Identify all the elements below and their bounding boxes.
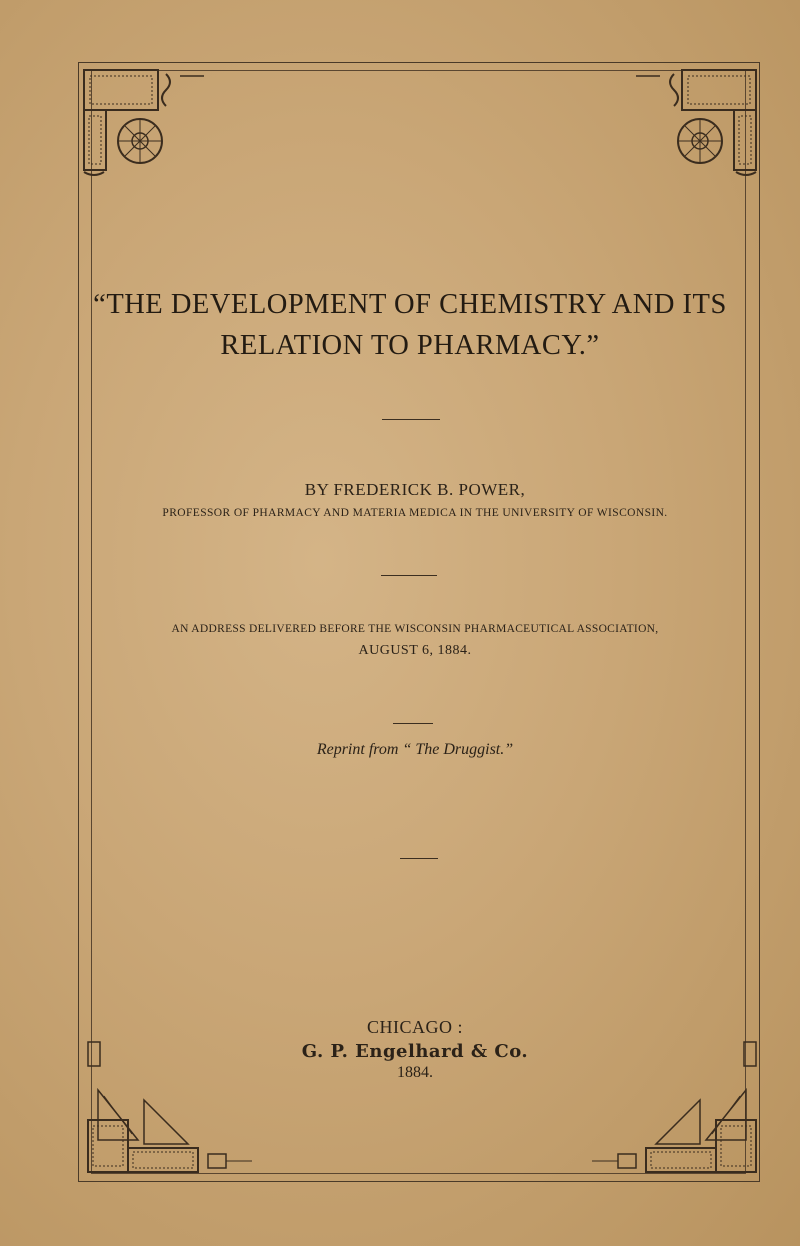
reprint-note: Reprint from “ The Druggist.”: [316, 741, 514, 758]
divider-rule-3: [393, 723, 433, 724]
corner-ornament-top-left: [80, 66, 210, 186]
imprint-year: 1884.: [397, 1064, 433, 1081]
divider-rule-4: [400, 858, 438, 859]
author-line: BY FREDERICK B. POWER,: [304, 480, 526, 499]
title-line-1: “THE DEVELOPMENT OF CHEMISTRY AND ITS: [93, 289, 727, 320]
inner-border-frame: [91, 70, 746, 1174]
date-line: AUGUST 6, 1884.: [358, 643, 472, 658]
title-line-2: RELATION TO PHARMACY.”: [220, 330, 600, 361]
imprint-city: CHICAGO :: [366, 1017, 463, 1037]
divider-rule-1: [382, 419, 440, 420]
imprint-publisher: G. P. Engelhard & Co.: [301, 1041, 529, 1062]
address-line: AN ADDRESS DELIVERED BEFORE THE WISCONSIN PHARMACEUTICAL ASSOCIATION,: [171, 623, 659, 635]
corner-ornament-top-right: [630, 66, 760, 186]
document-title: [80, 284, 740, 366]
divider-rule-2: [381, 575, 437, 576]
affiliation-line: PROFESSOR OF PHARMACY AND MATERIA MEDICA IN THE UNIVERSITY OF WISCONSIN.: [162, 507, 668, 519]
